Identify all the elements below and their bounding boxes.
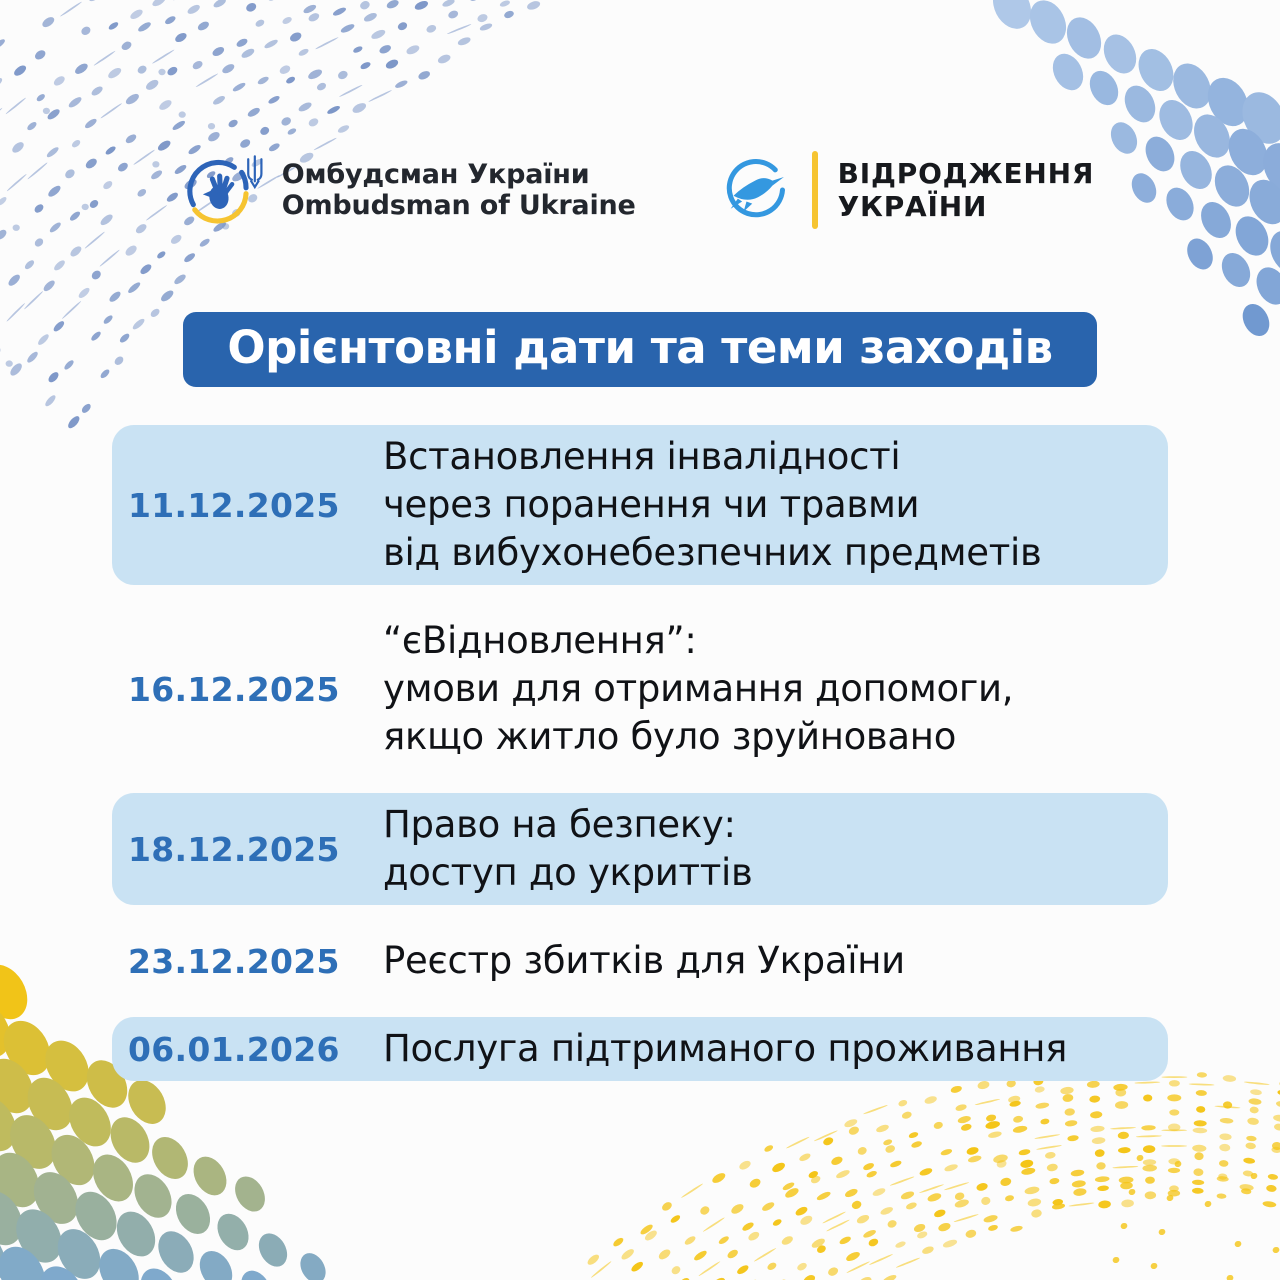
topic-line: “єВідновлення”: — [383, 619, 697, 662]
schedule-row — [112, 1017, 1168, 1081]
phoenix-bird-icon — [722, 150, 794, 230]
topic-line: від вибухонебезпечних предметів — [383, 531, 1042, 574]
event-topic — [383, 801, 1148, 897]
event-topic — [383, 937, 1148, 985]
event-date: 06.01.2026 — [128, 1029, 340, 1069]
topic-line: через поранення чи травми — [383, 483, 920, 526]
event-date: 11.12.2025 — [128, 485, 340, 525]
page-title: Орієнтовні дати та теми заходів — [183, 312, 1096, 387]
event-date: 23.12.2025 — [128, 941, 340, 981]
event-topic — [383, 433, 1148, 577]
topic-line: Право на безпеку: — [383, 803, 736, 846]
header — [0, 0, 1280, 230]
schedule-row — [112, 793, 1168, 905]
ombudsman-logo-text — [282, 159, 636, 221]
vidrodzhennia-logo-text — [838, 157, 1095, 223]
ombudsman-title-uk: Омбудсман України — [281, 159, 590, 190]
vidrodzhennia-line2: УКРАЇНИ — [837, 190, 988, 223]
schedule-list — [112, 425, 1168, 1081]
event-topic — [383, 1025, 1148, 1073]
event-topic — [383, 617, 1148, 761]
vidrodzhennia-line1: ВІДРОДЖЕННЯ — [837, 157, 1095, 190]
topic-line: Встановлення інвалідності — [383, 435, 901, 478]
ombudsman-logo — [186, 151, 636, 229]
dove-hand-trident-icon — [186, 151, 268, 229]
event-date: 16.12.2025 — [128, 669, 340, 709]
topic-line: якщо житло було зруйновано — [383, 715, 957, 758]
divider-bar — [812, 151, 818, 229]
topic-line: доступ до укриттів — [383, 851, 753, 894]
topic-line: Реєстр збитків для України — [383, 939, 905, 982]
ombudsman-title-en: Ombudsman of Ukraine — [281, 190, 636, 221]
schedule-row — [112, 609, 1168, 769]
vidrodzhennia-logo — [722, 150, 1095, 230]
topic-line: умови для отримання допомоги, — [383, 667, 1014, 710]
event-date: 18.12.2025 — [128, 829, 340, 869]
schedule-row — [112, 425, 1168, 585]
schedule-row — [112, 929, 1168, 993]
topic-line: Послуга підтриманого проживання — [383, 1027, 1068, 1070]
